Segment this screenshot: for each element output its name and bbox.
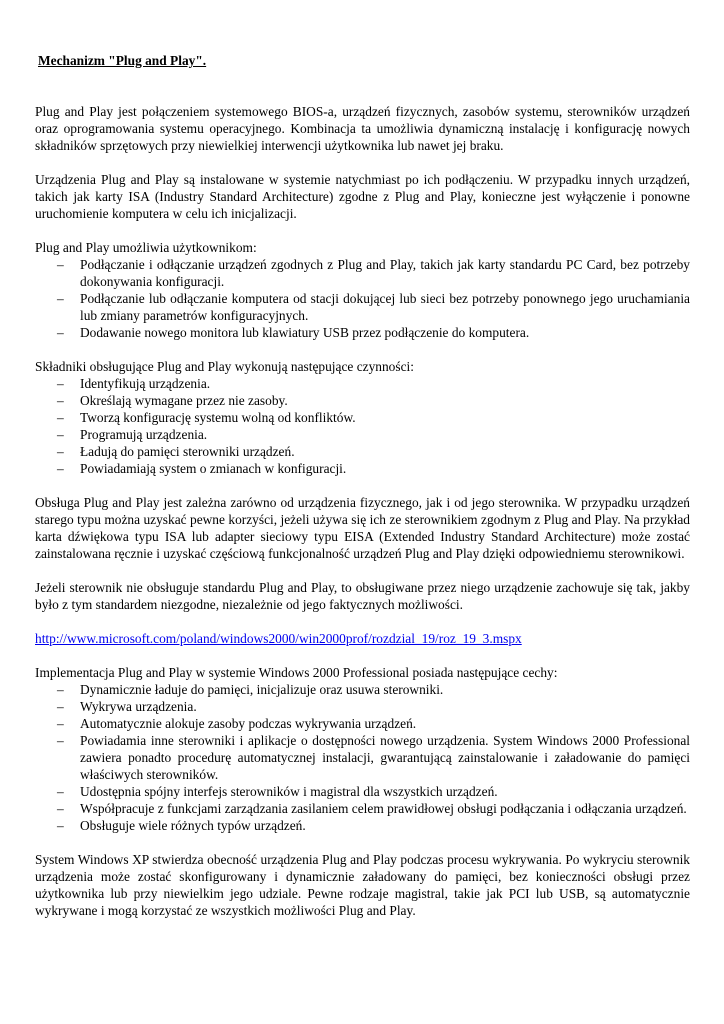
paragraph-intro: Plug and Play jest połączeniem systemowego BIOS-a, urządzeń fizycznych, zasobów systemu, sterowników urządzeń oraz oprogramowania systemu operacyjnego. Kombinacja ta umożliwia dynamiczną instalację i konfigurację nowych składników sprzętowych przy niewielkiej interwencji użytkownika lub nawet jej braku. — [35, 104, 690, 153]
paragraph-non-pnp-driver: Jeżeli sterownik nie obsługuje standardu Plug and Play, to obsługiwane przez niego urządzenie zachowuje się tak, jakby było z tym standardem niezgodne, niezależnie od jego faktycznych możliwości. — [35, 580, 690, 612]
list-item: – Dodawanie nowego monitora lub klawiatury USB przez podłączenie do komputera. — [35, 324, 690, 341]
list-item: – Identyfikują urządzenia. — [35, 375, 690, 392]
paragraph-driver-support: Obsługa Plug and Play jest zależna zarówno od urządzenia fizycznego, jak i od jego sterownika. W przypadku urządzeń starego typu można uzyskać pewne korzyści, jeżeli używa się ich ze sterownikiem zgodnym z Plug and Play. Na przykład karta dźwiękowa typu ISA lub adapter sieciowy typu EISA (Extended Industry Standard Architecture) może zostać zainstalowana ręcznie i uzyskać częściową funkcjonalność urządzeń Plug and Play dzięki odpowiedniemu sterownikowi. — [35, 495, 690, 561]
document-page — [35, 52, 690, 919]
list-item: – Podłączanie lub odłączanie komputera od stacji dokującej lub sieci bez potrzeby ponownego jego uruchamiania lub zmiany parametrów konfiguracyjnych. — [35, 290, 690, 324]
list-item: – Programują urządzenia. — [35, 426, 690, 443]
list-user-capabilities — [35, 256, 690, 341]
list-item: – Wykrywa urządzenia. — [35, 698, 690, 715]
list-item: – Określają wymagane przez nie zasoby. — [35, 392, 690, 409]
list-item: – Ładują do pamięci sterowniki urządzeń. — [35, 443, 690, 460]
paragraph-installation: Urządzenia Plug and Play są instalowane w systemie natychmiast po ich podłączeniu. W przypadku innych urządzeń, takich jak karty ISA (Industry Standard Architecture) zgodne z Plug and Play, konieczne jest wyłączenie i ponowne uruchomienie komputera w celu ich inicjalizacji. — [35, 172, 690, 221]
source-link[interactable]: http://www.microsoft.com/poland/windows2000/win2000prof/rozdzial_19/roz_19_3.mspx — [35, 631, 522, 646]
paragraph-windows-xp: System Windows XP stwierdza obecność urządzenia Plug and Play podczas procesu wykrywania. Po wykryciu sterownik urządzenia może zostać skonfigurowany i dynamicznie załadowany do pamięci, bez konieczności obsługi przez użytkownika lub przy niewielkim jego udziale. Pewne rodzaje magistral, takie jak PCI lub USB, są automatycznie wykrywane i mogą korzystać ze wszystkich możliwości Plug and Play. — [35, 852, 690, 918]
list-item: – Automatycznie alokuje zasoby podczas wykrywania urządzeń. — [35, 715, 690, 732]
list-item: – Tworzą konfigurację systemu wolną od konfliktów. — [35, 409, 690, 426]
list-item: – Podłączanie i odłączanie urządzeń zgodnych z Plug and Play, takich jak karty standardu PC Card, bez potrzeby dokonywania konfiguracji. — [35, 256, 690, 290]
list-item: – Powiadamiają system o zmianach w konfiguracji. — [35, 460, 690, 477]
list-item: – Dynamicznie ładuje do pamięci, inicjalizuje oraz usuwa sterowniki. — [35, 681, 690, 698]
list-component-actions — [35, 375, 690, 477]
list-item: – Obsługuje wiele różnych typów urządzeń. — [35, 817, 690, 834]
source-link-paragraph — [35, 630, 690, 647]
paragraph-users-intro: Plug and Play umożliwia użytkownikom: — [35, 240, 257, 255]
list-win2000-features — [35, 681, 690, 834]
list-item: – Współpracuje z funkcjami zarządzania zasilaniem celem prawidłowej obsługi podłączania i odłączania urządzeń. — [35, 800, 690, 817]
list-item: – Udostępnia spójny interfejs sterowników i magistral dla wszystkich urządzeń. — [35, 783, 690, 800]
list-item: – Powiadamia inne sterowniki i aplikacje o dostępności nowego urządzenia. System Windows 2000 Professional zawiera ponadto procedurę automatycznej instalacji, gwarantującą zainstalowanie i załadowanie do pamięci właściwych sterowników. — [35, 732, 690, 783]
paragraph-components-intro: Składniki obsługujące Plug and Play wykonują następujące czynności: — [35, 359, 414, 374]
document-title: Mechanizm "Plug and Play". — [38, 53, 207, 68]
paragraph-win2000-intro: Implementacja Plug and Play w systemie Windows 2000 Professional posiada następujące cechy: — [35, 665, 558, 680]
